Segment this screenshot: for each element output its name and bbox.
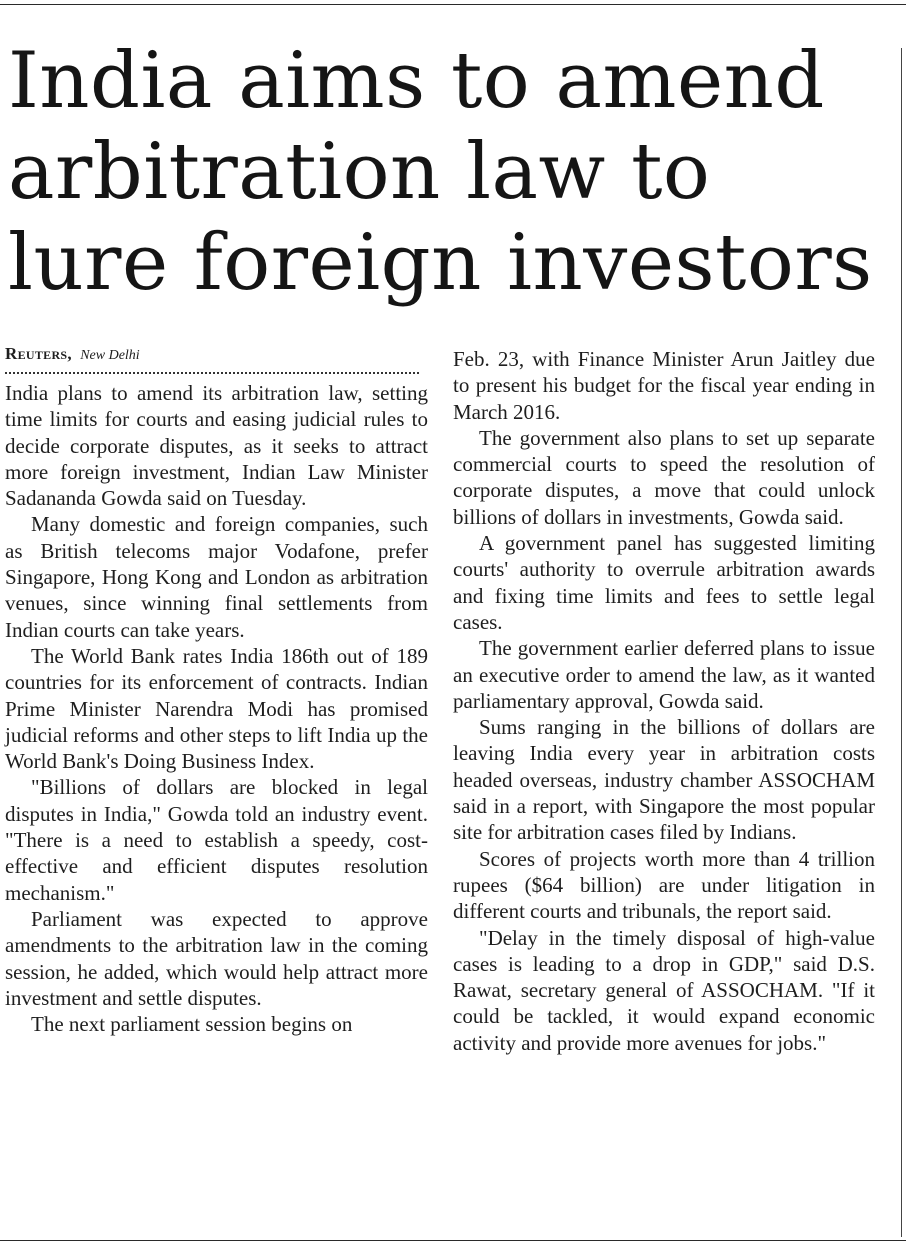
byline <box>5 343 428 367</box>
paragraph: "Billions of dollars are blocked in legal disputes in India," Gowda told an industry event. "There is a need to establish a speedy, cost-effective and efficient disputes resolution mechanism." <box>5 775 428 905</box>
article-column-left <box>5 343 428 1037</box>
paragraph: India plans to amend its arbitration law, setting time limits for courts and easing judicial rules to decide corporate disputes, as it seeks to attract more foreign investment, Indian Law Minister Sadananda Gowda said on Tuesday. <box>5 381 428 511</box>
paragraph: The government earlier deferred plans to issue an executive order to amend the law, as it wanted parliamentary approval, Gowda said. <box>453 636 875 713</box>
headline-line: lure foreign investors <box>8 218 873 308</box>
right-rule <box>901 48 902 1237</box>
byline-place: New Delhi <box>80 348 140 363</box>
headline-line: arbitration law to <box>8 127 711 217</box>
paragraph: The World Bank rates India 186th out of 189 countries for its enforcement of contracts. Indian Prime Minister Narendra Modi has promised judicial reforms and other steps to lift India up the World Bank's Doing Business Index. <box>5 643 428 774</box>
paragraph: Parliament was expected to approve amendments to the arbitration law in the coming session, he added, which would help attract more investment and settle disputes. <box>5 906 428 1010</box>
paragraph: Scores of projects worth more than 4 trillion rupees ($64 billion) are under litigation in different courts and tribunals, the report said. <box>453 846 875 924</box>
article-column-right <box>453 346 875 1056</box>
headline <box>8 36 888 309</box>
paragraph: "Delay in the timely disposal of high-value cases is leading to a drop in GDP," said D.S. Rawat, secretary general of ASSOCHAM. "If it could be tackled, it would expand economic activity and provide more avenues for jobs." <box>453 925 875 1055</box>
paragraph: Sums ranging in the billions of dollars are leaving India every year in arbitration costs headed overseas, industry chamber ASSOCHAM said in a report, with Singapore the most popular site for arbitration cases filed by Indians. <box>453 715 875 845</box>
top-rule <box>0 4 906 5</box>
paragraph: Many domestic and foreign companies, such as British telecoms major Vodafone, prefer Singapore, Hong Kong and London as arbitration venues, since winning final settlements from Indian courts can take years. <box>5 512 428 642</box>
paragraph: A government panel has suggested limiting courts' authority to overrule arbitration awards and fixing time limits and fees to settle legal cases. <box>453 531 875 634</box>
paragraph: Feb. 23, with Finance Minister Arun Jaitley due to present his budget for the fiscal year ending in March 2016. <box>453 347 875 424</box>
headline-line: India aims to amend <box>8 36 825 126</box>
byline-agency: Reuters, <box>5 344 72 363</box>
bottom-rule <box>0 1240 906 1241</box>
paragraph: The next parliament session begins on <box>31 1012 353 1037</box>
dotted-divider <box>5 372 419 374</box>
paragraph: The government also plans to set up separate commercial courts to speed the resolution of corporate disputes, a move that could unlock billions of dollars in investments, Gowda said. <box>453 425 875 529</box>
